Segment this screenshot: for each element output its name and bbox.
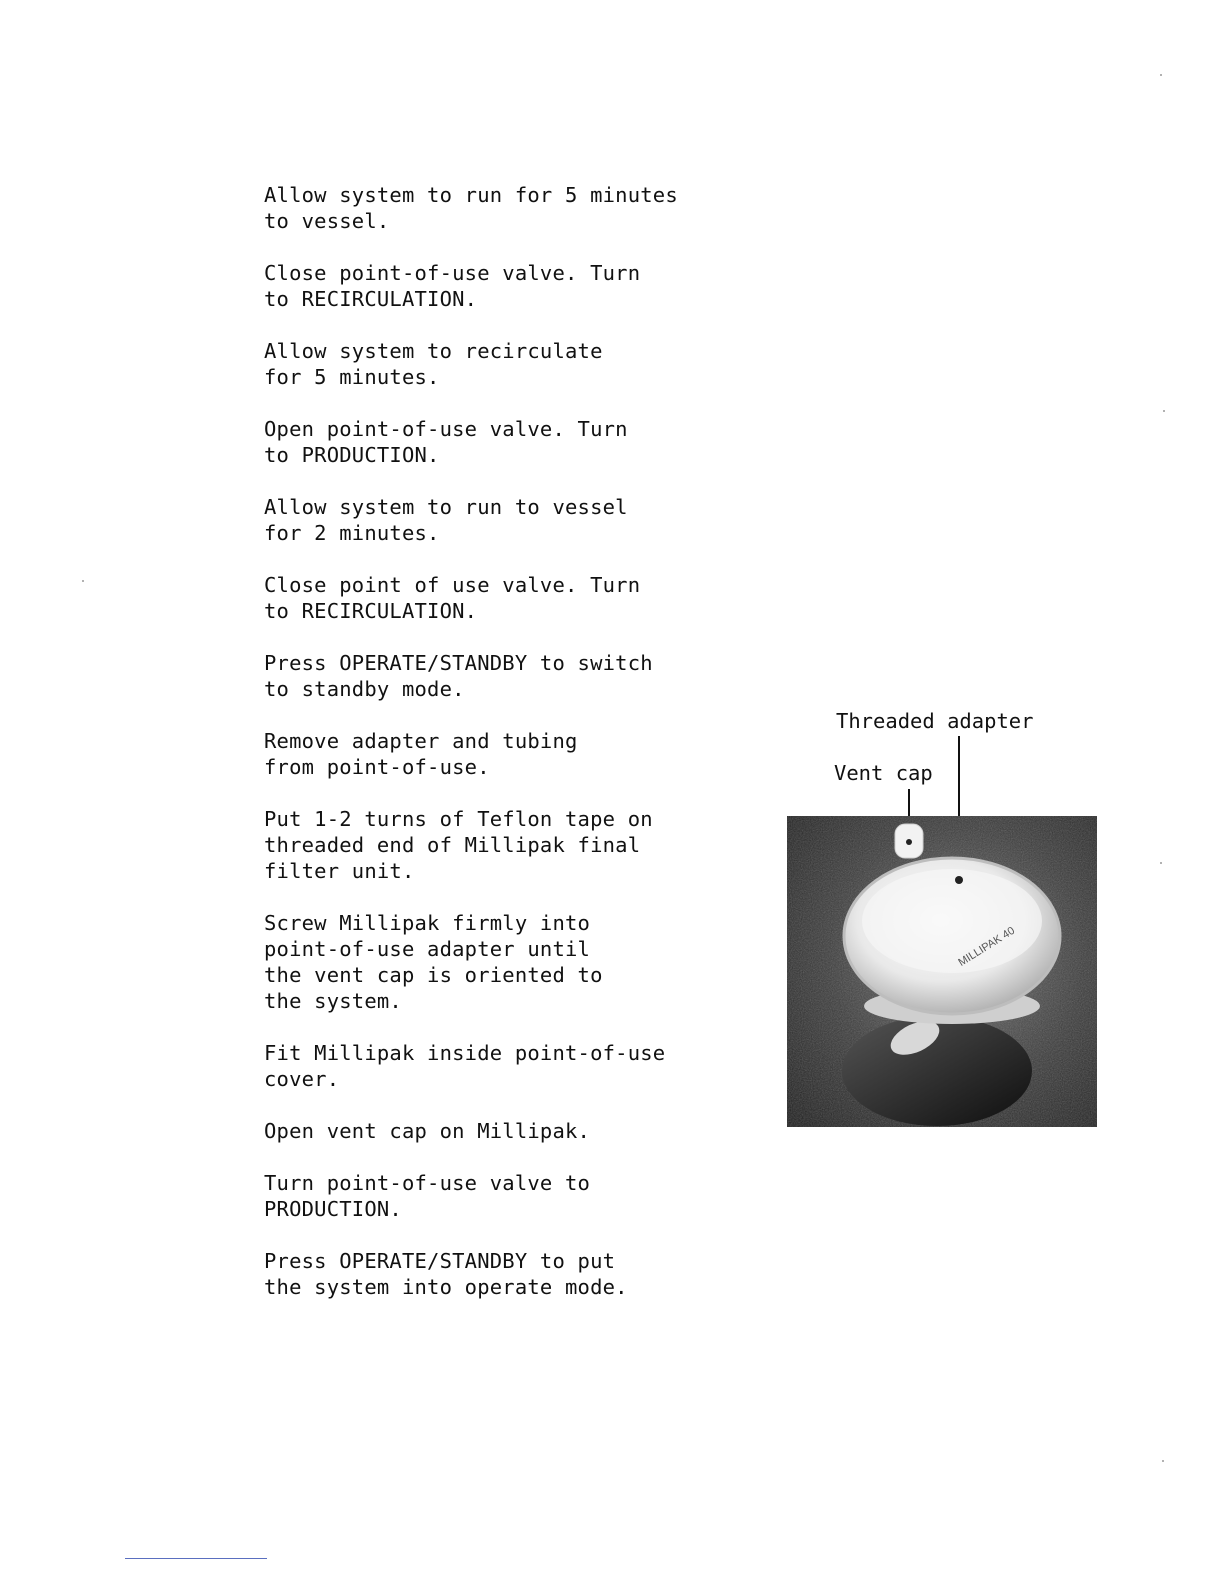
step-11: Fit Millipak inside point-of-use cover. <box>264 1041 666 1091</box>
millipak-filter-photo <box>787 816 1097 1127</box>
step-5: Allow system to run to vessel for 2 minutes. <box>264 495 628 545</box>
procedure-steps <box>264 182 734 1326</box>
vent-cap-label: Vent cap <box>834 761 933 785</box>
step-3: Allow system to recirculate for 5 minutes. <box>264 339 603 389</box>
step-4: Open point-of-use valve. Turn to PRODUCTION. <box>264 417 628 467</box>
step-6: Close point of use valve. Turn to RECIRCULATION. <box>264 573 641 623</box>
scan-speck <box>82 580 84 582</box>
scan-speck <box>1160 862 1162 864</box>
threaded-adapter-label: Threaded adapter <box>836 709 1034 733</box>
step-2: Close point-of-use valve. Turn to RECIRCULATION. <box>264 261 641 311</box>
step-14: Press OPERATE/STANDBY to put the system into operate mode. <box>264 1249 628 1299</box>
step-10: Screw Millipak firmly into point-of-use adapter until the vent cap is oriented to the system. <box>264 911 603 1013</box>
step-9: Put 1-2 turns of Teflon tape on threaded end of Millipak final filter unit. <box>264 807 653 883</box>
step-12: Open vent cap on Millipak. <box>264 1119 591 1143</box>
step-7: Press OPERATE/STANDBY to switch to standby mode. <box>264 651 653 701</box>
step-13: Turn point-of-use valve to PRODUCTION. <box>264 1171 591 1221</box>
step-1: Allow system to run for 5 minutes to vessel. <box>264 183 678 233</box>
photo-lettering: MILLIPAK 40 <box>956 924 1017 969</box>
step-8: Remove adapter and tubing from point-of-use. <box>264 729 578 779</box>
scan-speck <box>1163 410 1165 412</box>
scan-speck <box>1160 74 1162 76</box>
scan-speck <box>1162 1460 1164 1462</box>
footer-rule <box>125 1558 267 1559</box>
